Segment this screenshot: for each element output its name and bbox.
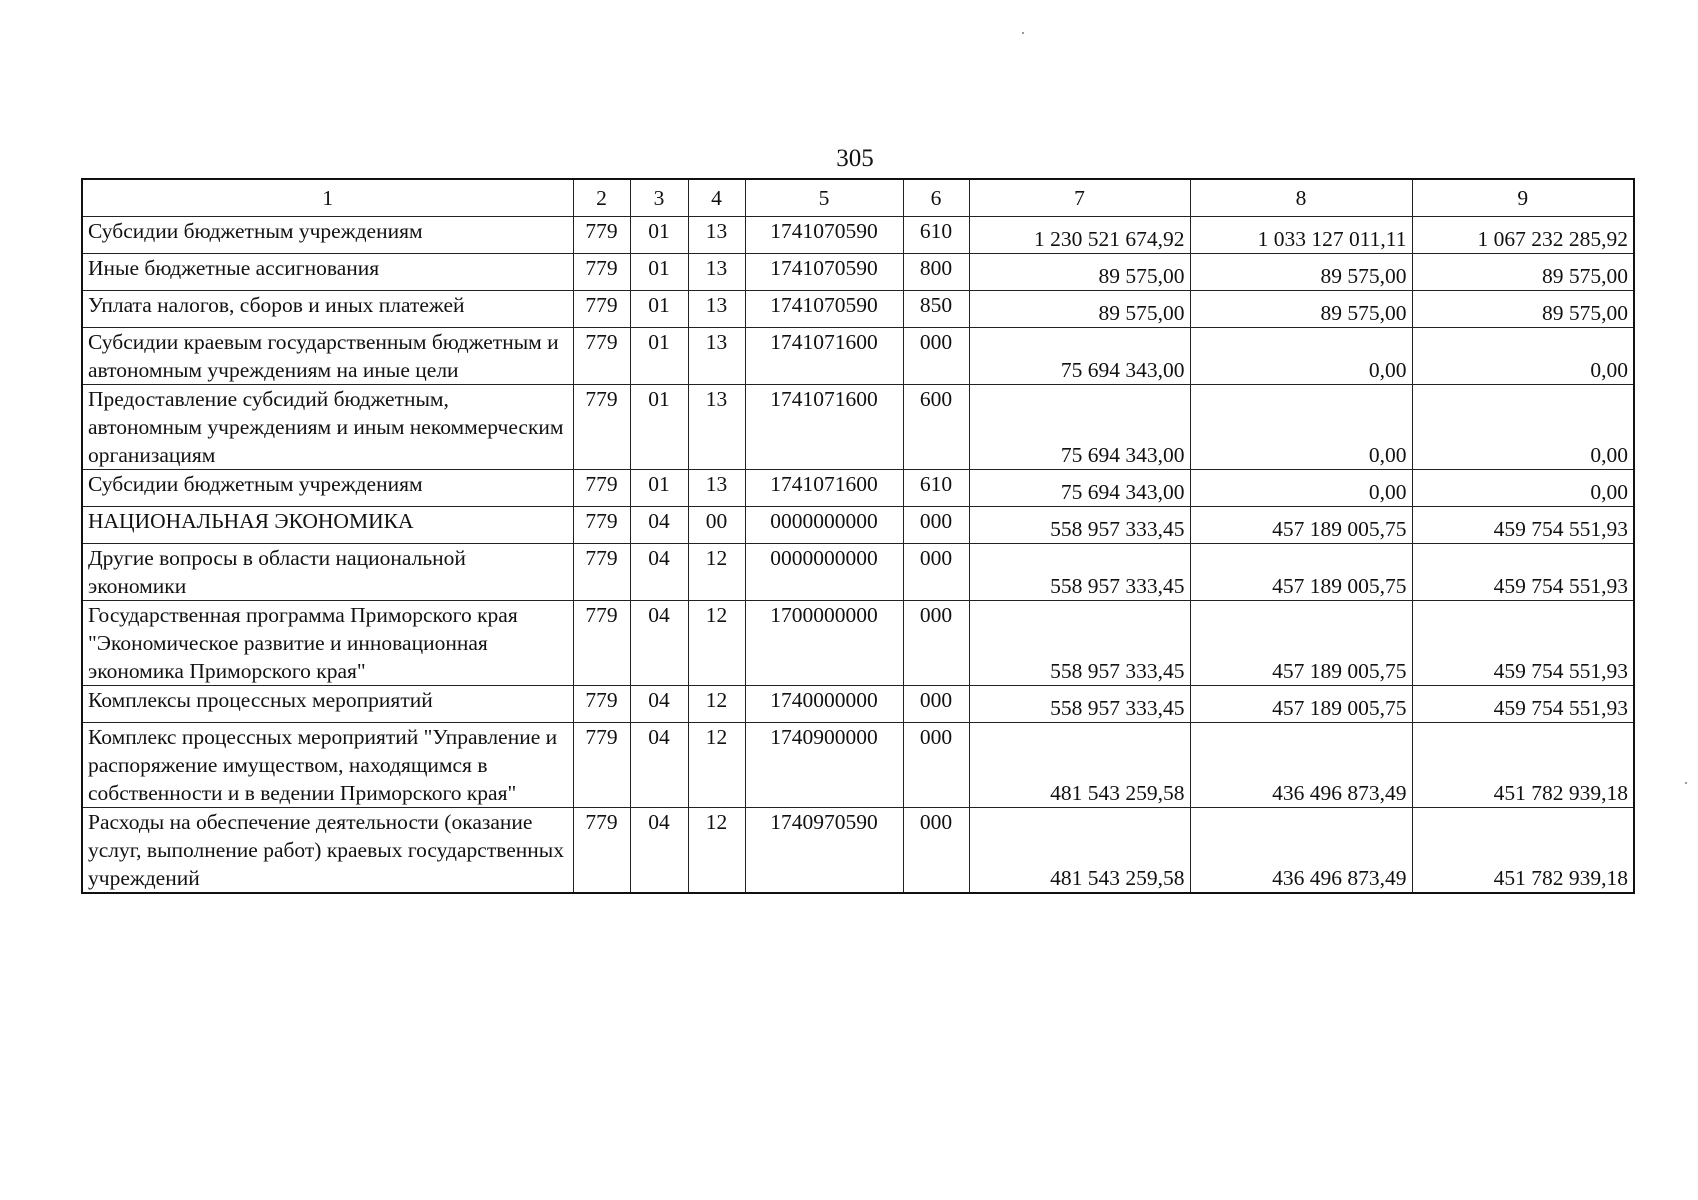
- cell-section-code: 04: [630, 601, 688, 686]
- cell-amount-8: 0,00: [1190, 385, 1412, 470]
- cell-amount-7: 558 957 333,45: [969, 686, 1190, 723]
- table-row: [82, 385, 1634, 470]
- cell-subsection-code: 12: [688, 686, 745, 723]
- cell-target-article: 1740000000: [745, 686, 903, 723]
- cell-section-code: 01: [630, 254, 688, 291]
- cell-ministry-code: 779: [573, 507, 630, 544]
- cell-target-article: 1741071600: [745, 328, 903, 385]
- cell-section-code: 01: [630, 385, 688, 470]
- cell-amount-9: 0,00: [1412, 328, 1634, 385]
- cell-target-article: 1741070590: [745, 254, 903, 291]
- cell-amount-7: 558 957 333,45: [969, 507, 1190, 544]
- cell-amount-9: 459 754 551,93: [1412, 686, 1634, 723]
- cell-target-article: 1740900000: [745, 723, 903, 808]
- column-header-5: 5: [745, 179, 903, 217]
- cell-target-article: 1741070590: [745, 291, 903, 328]
- cell-amount-7: 89 575,00: [969, 291, 1190, 328]
- cell-ministry-code: 779: [573, 217, 630, 254]
- table-row: [82, 544, 1634, 601]
- cell-target-article: 0000000000: [745, 507, 903, 544]
- cell-ministry-code: 779: [573, 723, 630, 808]
- cell-ministry-code: 779: [573, 385, 630, 470]
- cell-amount-8: 457 189 005,75: [1190, 601, 1412, 686]
- cell-target-article: 1741070590: [745, 217, 903, 254]
- cell-amount-7: 75 694 343,00: [969, 328, 1190, 385]
- cell-ministry-code: 779: [573, 328, 630, 385]
- cell-section-code: 04: [630, 808, 688, 894]
- cell-amount-8: 89 575,00: [1190, 254, 1412, 291]
- row-name: Расходы на обеспечение деятельности (оказание услуг, выполнение работ) краевых государственных учреждений: [82, 808, 573, 894]
- budget-table: [81, 178, 1635, 894]
- cell-ministry-code: 779: [573, 601, 630, 686]
- cell-amount-9: 0,00: [1412, 470, 1634, 507]
- cell-subsection-code: 12: [688, 544, 745, 601]
- cell-expense-type: 000: [903, 601, 969, 686]
- scan-speck: [1022, 32, 1024, 34]
- cell-section-code: 04: [630, 723, 688, 808]
- column-header-3: 3: [630, 179, 688, 217]
- cell-expense-type: 000: [903, 328, 969, 385]
- column-header-6: 6: [903, 179, 969, 217]
- cell-section-code: 01: [630, 291, 688, 328]
- cell-section-code: 04: [630, 544, 688, 601]
- row-name: НАЦИОНАЛЬНАЯ ЭКОНОМИКА: [82, 507, 573, 544]
- cell-amount-8: 89 575,00: [1190, 291, 1412, 328]
- cell-amount-9: 89 575,00: [1412, 291, 1634, 328]
- column-header-7: 7: [969, 179, 1190, 217]
- cell-ministry-code: 779: [573, 470, 630, 507]
- cell-amount-8: 457 189 005,75: [1190, 544, 1412, 601]
- cell-ministry-code: 779: [573, 254, 630, 291]
- cell-amount-7: 558 957 333,45: [969, 544, 1190, 601]
- cell-amount-7: 1 230 521 674,92: [969, 217, 1190, 254]
- cell-amount-7: 558 957 333,45: [969, 601, 1190, 686]
- cell-target-article: 1700000000: [745, 601, 903, 686]
- cell-amount-7: 481 543 259,58: [969, 723, 1190, 808]
- table-row: [82, 217, 1634, 254]
- cell-amount-8: 436 496 873,49: [1190, 723, 1412, 808]
- cell-subsection-code: 12: [688, 723, 745, 808]
- table-row: [82, 328, 1634, 385]
- cell-amount-9: 459 754 551,93: [1412, 544, 1634, 601]
- cell-subsection-code: 12: [688, 808, 745, 894]
- table-header-row: [82, 179, 1634, 217]
- column-header-9: 9: [1412, 179, 1634, 217]
- table-row: [82, 686, 1634, 723]
- column-header-1: 1: [82, 179, 573, 217]
- table-row: [82, 470, 1634, 507]
- cell-subsection-code: 12: [688, 601, 745, 686]
- cell-ministry-code: 779: [573, 686, 630, 723]
- row-name: Другие вопросы в области национальной экономики: [82, 544, 573, 601]
- cell-subsection-code: 13: [688, 291, 745, 328]
- cell-expense-type: 850: [903, 291, 969, 328]
- row-name: Комплекс процессных мероприятий "Управление и распоряжение имуществом, находящимся в собственности и в ведении Приморского края": [82, 723, 573, 808]
- cell-amount-8: 457 189 005,75: [1190, 507, 1412, 544]
- row-name: Субсидии бюджетным учреждениям: [82, 217, 573, 254]
- cell-amount-8: 436 496 873,49: [1190, 808, 1412, 894]
- cell-expense-type: 000: [903, 686, 969, 723]
- cell-subsection-code: 00: [688, 507, 745, 544]
- row-name: Иные бюджетные ассигнования: [82, 254, 573, 291]
- cell-subsection-code: 13: [688, 217, 745, 254]
- column-header-8: 8: [1190, 179, 1412, 217]
- table-row: [82, 723, 1634, 808]
- cell-amount-7: 75 694 343,00: [969, 385, 1190, 470]
- cell-amount-9: 459 754 551,93: [1412, 507, 1634, 544]
- cell-expense-type: 000: [903, 723, 969, 808]
- page-number: 305: [836, 145, 874, 172]
- cell-amount-9: 1 067 232 285,92: [1412, 217, 1634, 254]
- cell-expense-type: 000: [903, 544, 969, 601]
- cell-subsection-code: 13: [688, 254, 745, 291]
- cell-amount-9: 459 754 551,93: [1412, 601, 1634, 686]
- cell-expense-type: 000: [903, 507, 969, 544]
- cell-target-article: 1741071600: [745, 470, 903, 507]
- cell-amount-8: 0,00: [1190, 470, 1412, 507]
- column-header-4: 4: [688, 179, 745, 217]
- cell-ministry-code: 779: [573, 808, 630, 894]
- cell-ministry-code: 779: [573, 291, 630, 328]
- table-row: [82, 291, 1634, 328]
- cell-section-code: 04: [630, 686, 688, 723]
- cell-amount-9: 0,00: [1412, 385, 1634, 470]
- row-name: Предоставление субсидий бюджетным, автономным учреждениям и иным некоммерческим организациям: [82, 385, 573, 470]
- cell-target-article: 1740970590: [745, 808, 903, 894]
- cell-expense-type: 800: [903, 254, 969, 291]
- cell-amount-7: 481 543 259,58: [969, 808, 1190, 894]
- cell-amount-7: 75 694 343,00: [969, 470, 1190, 507]
- row-name: Субсидии бюджетным учреждениям: [82, 470, 573, 507]
- row-name: Комплексы процессных мероприятий: [82, 686, 573, 723]
- cell-section-code: 04: [630, 507, 688, 544]
- cell-target-article: 1741071600: [745, 385, 903, 470]
- table-row: [82, 254, 1634, 291]
- cell-subsection-code: 13: [688, 385, 745, 470]
- cell-amount-9: 89 575,00: [1412, 254, 1634, 291]
- row-name: Уплата налогов, сборов и иных платежей: [82, 291, 573, 328]
- cell-subsection-code: 13: [688, 328, 745, 385]
- table-row: [82, 601, 1634, 686]
- cell-amount-9: 451 782 939,18: [1412, 808, 1634, 894]
- cell-amount-9: 451 782 939,18: [1412, 723, 1634, 808]
- cell-amount-8: 457 189 005,75: [1190, 686, 1412, 723]
- cell-expense-type: 610: [903, 217, 969, 254]
- cell-target-article: 0000000000: [745, 544, 903, 601]
- column-header-2: 2: [573, 179, 630, 217]
- table-row: [82, 507, 1634, 544]
- cell-expense-type: 600: [903, 385, 969, 470]
- cell-expense-type: 610: [903, 470, 969, 507]
- row-name: Государственная программа Приморского края "Экономическое развитие и инновационная экономика Приморского края": [82, 601, 573, 686]
- cell-amount-8: 1 033 127 011,11: [1190, 217, 1412, 254]
- cell-amount-7: 89 575,00: [969, 254, 1190, 291]
- cell-ministry-code: 779: [573, 544, 630, 601]
- cell-subsection-code: 13: [688, 470, 745, 507]
- scan-speck: [1685, 782, 1687, 784]
- cell-section-code: 01: [630, 217, 688, 254]
- cell-section-code: 01: [630, 328, 688, 385]
- cell-expense-type: 000: [903, 808, 969, 894]
- cell-amount-8: 0,00: [1190, 328, 1412, 385]
- cell-section-code: 01: [630, 470, 688, 507]
- table-row: [82, 808, 1634, 894]
- row-name: Субсидии краевым государственным бюджетным и автономным учреждениям на иные цели: [82, 328, 573, 385]
